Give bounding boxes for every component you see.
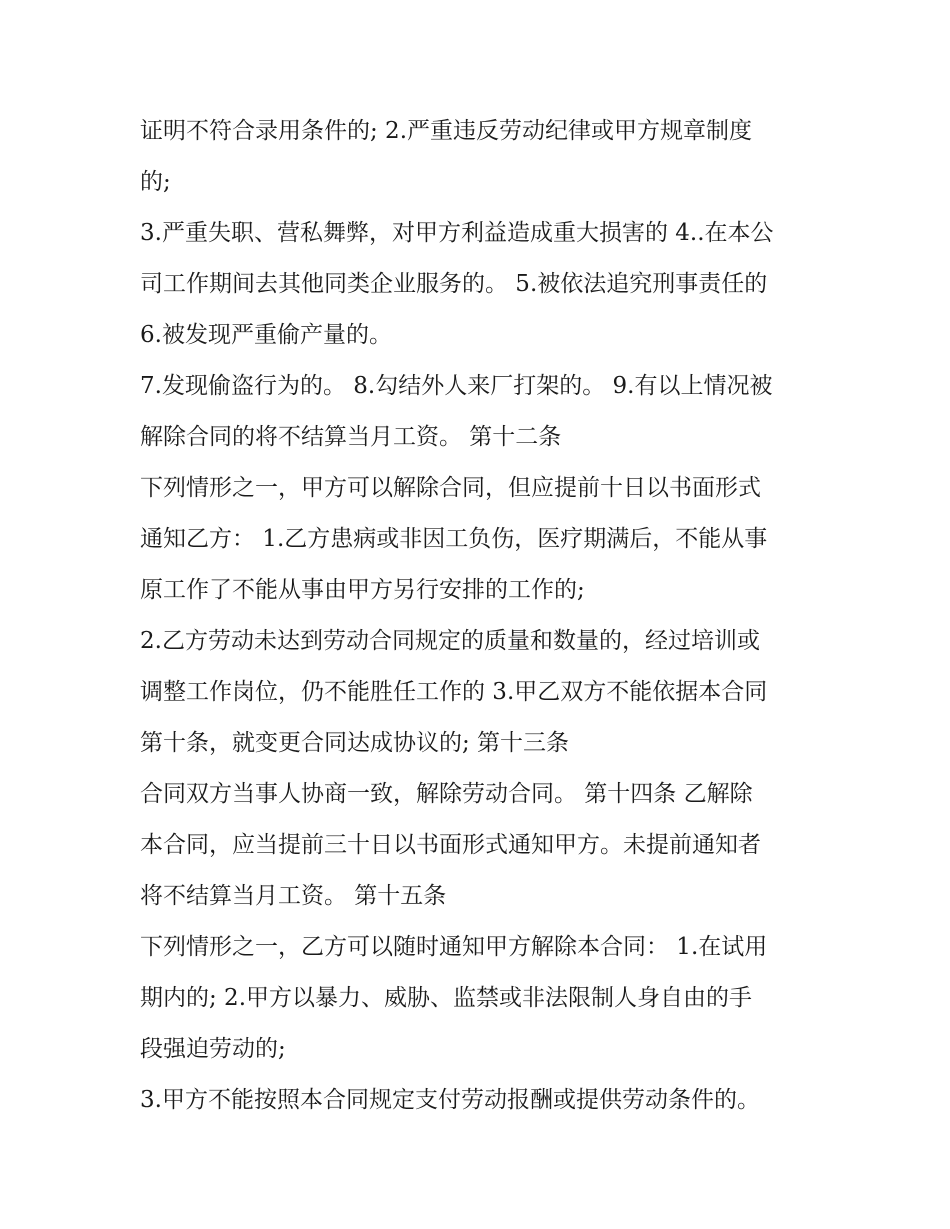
- text-line: 解除合同的将不结算当月工资。 第十二条: [140, 424, 562, 450]
- text-line: 下列情形之一，甲方可以解除合同，但应提前十日以书面形式: [140, 475, 761, 501]
- text-line: 原工作了不能从事由甲方另行安排的工作的;: [140, 577, 585, 603]
- text-line: 第十条，就变更合同达成协议的; 第十三条: [140, 730, 570, 756]
- text-line: 将不结算当月工资。 第十五条: [140, 883, 447, 909]
- text-line: 的;: [140, 169, 171, 195]
- text-line: 本合同，应当提前三十日以书面形式通知甲方。未提前通知者: [140, 832, 761, 858]
- document-body: [140, 106, 830, 1126]
- text-line: 司工作期间去其他同类企业服务的。 5.被依法追究刑事责任的: [140, 271, 768, 297]
- text-line: 下列情形之一，乙方可以随时通知甲方解除本合同： 1.在试用: [140, 934, 768, 960]
- text-line: 2.乙方劳动未达到劳动合同规定的质量和数量的，经过培训或: [140, 628, 760, 654]
- text-line: 3.甲方不能按照本合同规定支付劳动报酬或提供劳动条件的。: [140, 1087, 760, 1113]
- text-line: 段强迫劳动的;: [140, 1036, 286, 1062]
- text-line: 调整工作岗位，仍不能胜任工作的 3.甲乙双方不能依据本合同: [140, 679, 768, 705]
- text-line: 证明不符合录用条件的; 2.严重违反劳动纪律或甲方规章制度: [140, 118, 753, 144]
- text-line: 6.被发现严重偷产量的。: [140, 322, 392, 348]
- text-line: 合同双方当事人协商一致，解除劳动合同。 第十四条 乙解除: [140, 781, 753, 807]
- text-line: 通知乙方： 1.乙方患病或非因工负伤，医疗期满后，不能从事: [140, 526, 768, 552]
- text-line: 7.发现偷盗行为的。 8.勾结外人来厂打架的。 9.有以上情况被: [140, 373, 773, 399]
- text-line: 3.严重失职、营私舞弊，对甲方利益造成重大损害的 4..在本公: [140, 220, 774, 246]
- text-line: 期内的; 2.甲方以暴力、威胁、监禁或非法限制人身自由的手: [140, 985, 753, 1011]
